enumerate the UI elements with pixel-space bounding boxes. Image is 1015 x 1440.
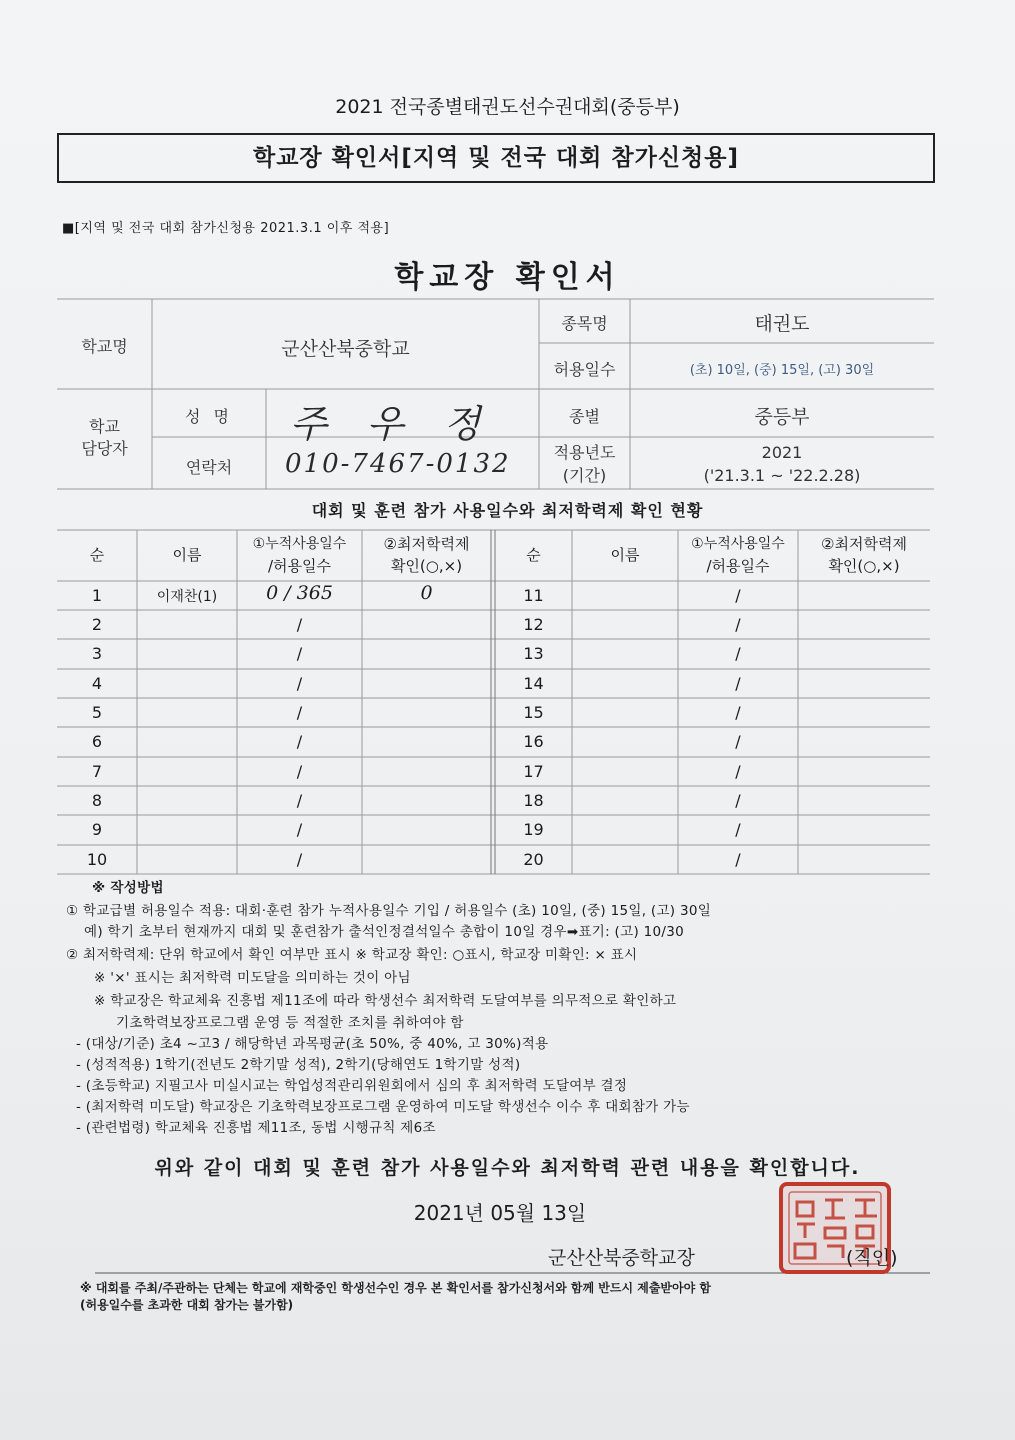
row-student-name: 이재찬(1) [156,589,218,605]
instruction-line-2: 예) 학기 초부터 현재까지 대회 및 훈련참가 출석인정결석일수 총합이 10일 경우➡표기: (고) 10/30 [84,924,685,940]
row-number: 4 [91,674,103,693]
row-days-slash: / [296,732,303,751]
footer-notice [80,1280,711,1314]
school-name-value: 군산산북중학교 [281,338,410,360]
instruction-line-9: - (초등학교) 지필고사 미실시교는 학업성적관리위원회에서 심의 후 최저학력 도달여부 결정 [76,1078,628,1094]
row-days-slash: / [735,762,741,781]
col-days-header-line1: ①누적사용일수 [252,536,347,552]
row-days-handwritten: 0 / 365 [266,582,333,604]
col-check-header-right [798,533,930,577]
row-number: 10 [86,850,108,869]
manager-label-line1: 학교 [89,417,120,436]
instruction-line-7: - (대상/기준) 초4 ~고3 / 해당학년 과목평균(초 50%, 중 40%, 고 30%)적용 [76,1036,549,1052]
instruction-line-6: 기초학력보장프로그램 운영 등 적절한 조치를 취하여야 함 [116,1015,464,1031]
row-number: 1 [91,586,103,605]
row-days-slash: / [296,850,303,869]
instruction-line-1: ① 학교급별 허용일수 적용: 대회·훈련 참가 누적사용일수 기입 / 허용일수 (초) 10일, (중) 15일, (고) 30일 [66,903,712,919]
form-box-title: 학교장 확인서[지역 및 전국 대회 참가신청용] [57,133,935,183]
event-name-label: 종목명 [561,314,608,333]
principal-name: 군산산북중학교장 [548,1247,695,1269]
instruction-line-8: - (성적적용) 1학기(전년도 2학기말 성적), 2학기(당해연도 1학기말 성적) [76,1057,521,1073]
division-label: 종별 [569,407,600,426]
col-no-header-left: 순 [89,546,105,564]
main-title: 학교장 확인서 [394,260,621,295]
row-number: 14 [523,674,544,693]
row-check-handwritten: 0 [420,582,433,604]
row-days-slash: / [735,820,741,839]
row-days-slash: / [735,791,741,810]
period-year: 2021 [761,443,803,462]
col-days-header-line2: /허용일수 [267,557,331,575]
school-name-label: 학교명 [81,337,128,356]
row-days-slash: / [735,850,741,869]
row-number: 15 [523,703,544,722]
manager-label [57,416,152,460]
row-number: 18 [523,791,544,810]
applicability-note: ■[지역 및 전국 대회 참가신청용 2021.3.1 이후 적용] [62,221,390,236]
footer-line-2: (허용일수를 초과한 대회 참가는 불가함) [80,1298,294,1312]
allowed-days-label: 허용일수 [553,360,616,379]
row-number: 7 [91,762,103,781]
period-label-line2: (기간) [562,466,607,485]
instruction-line-11: - (관련법령) 학교체육 진흥법 제11조, 동법 시행규칙 제6조 [76,1120,436,1136]
row-days-slash: / [296,762,303,781]
contact-handwritten-value: 010-7467-0132 [285,449,511,479]
row-number: 19 [523,820,544,839]
row-days-slash: / [735,644,741,663]
name-handwritten-value: 주 우 정 [290,402,495,446]
col-days-header-left [237,533,362,577]
row-number: 12 [523,615,544,634]
col-name-header-left: 이름 [172,546,202,564]
row-days-slash: / [735,674,741,693]
row-number: 13 [523,644,544,663]
instruction-line-5: ※ 학교장은 학교체육 진흥법 제11조에 따라 학생선수 최저학력 도달여부를 의무적으로 확인하고 [94,993,677,1009]
row-number: 6 [91,732,103,751]
row-number: 8 [91,791,103,810]
row-days-slash: / [296,615,303,634]
row-number: 16 [523,732,544,751]
row-days-slash: / [296,674,303,693]
period-range: ('21.3.1 ~ '22.2.28) [703,466,861,485]
manager-label-line2: 담당자 [81,439,128,458]
allowed-days-value: (초) 10일, (중) 15일, (고) 30일 [689,363,875,378]
row-number: 3 [91,644,103,663]
col-days-header-line1: ①누적사용일수 [691,536,785,552]
period-label-line1: 적용년도 [553,443,616,462]
col-check-header-left [362,533,491,577]
instruction-line-3: ② 최저학력제: 단위 학교에서 확인 여부만 표시 ※ 학교장 확인: ○표시, 학교장 미확인: × 표시 [66,947,638,963]
col-check-header-line2: 확인(○,×) [828,557,900,575]
name-label: 성 명 [185,407,233,426]
confirmation-statement: 위와 같이 대회 및 훈련 참가 사용일수와 최저학력 관련 내용을 확인합니다. [154,1157,861,1179]
row-number: 11 [523,586,544,605]
col-check-header-line2: 확인(○,×) [390,557,463,575]
row-days-slash: / [735,586,741,605]
period-value [630,441,934,487]
event-title: 2021 전국종별태권도선수권대회(중등부) [335,96,680,118]
col-check-header-line1: ②최저학력제 [383,535,470,553]
row-number: 5 [91,703,103,722]
footer-line-1: ※ 대회를 주최/주관하는 단체는 학교에 재학중인 학생선수인 경우 본 확인서를 참가신청서와 함께 반드시 제출받아야 함 [80,1281,711,1295]
seal-label: (직인) [846,1247,898,1269]
col-days-header-line2: /허용일수 [706,557,770,575]
col-name-header-right: 이름 [610,546,640,564]
instruction-line-4: ※ '×' 표시는 최저학력 미도달을 의미하는 것이 아님 [94,970,411,986]
row-days-slash: / [296,791,303,810]
col-days-header-right [678,533,798,577]
period-label [539,441,630,487]
row-days-slash: / [735,703,741,722]
contact-label: 연락처 [185,458,233,477]
division-value: 중등부 [754,406,810,428]
section-title: 대회 및 훈련 참가 사용일수와 최저학력제 확인 현황 [311,501,704,520]
row-days-slash: / [296,644,303,663]
row-days-slash: / [296,703,303,722]
col-check-header-line1: ②최저학력제 [821,535,907,553]
row-days-slash: / [735,615,741,634]
col-no-header-right: 순 [526,546,541,564]
instructions-heading: ※ 작성방법 [92,880,164,896]
row-days-slash: / [296,820,303,839]
row-number: 20 [523,850,544,869]
issue-date: 2021년 05월 13일 [413,1201,587,1225]
row-number: 2 [91,615,103,634]
row-number: 9 [91,820,103,839]
instruction-line-10: - (최저학력 미도달) 학교장은 기초학력보장프로그램 운영하여 미도달 학생선수 이수 후 대회참가 가능 [76,1099,690,1115]
row-days-slash: / [735,732,741,751]
row-number: 17 [523,762,544,781]
event-name-value: 태권도 [754,313,810,335]
